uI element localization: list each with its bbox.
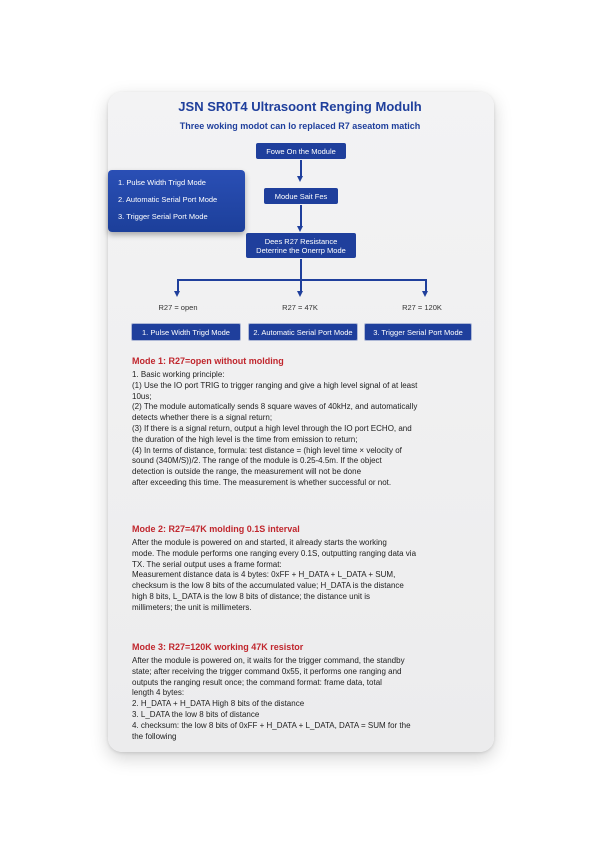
- page-subtitle: Three woking modot can lo replaced R7 aseatom matich: [179, 121, 421, 131]
- section-3-line: 3. L_DATA the low 8 bits of distance: [132, 709, 260, 719]
- overlay-item-3: 3. Trigger Serial Port Mode: [118, 212, 208, 221]
- section-2-line: After the module is powered on and started, it already starts the working: [132, 538, 387, 547]
- flow-step-power-on: Fowe On the Module: [256, 143, 346, 159]
- section-3-line: 4. checksum: the low 8 bits of 0xFF + H_DATA + L_DATA, DATA = SUM for the: [132, 720, 411, 730]
- section-3-line: outputs the ranging result once; the command format: frame data, total: [132, 677, 382, 687]
- branch-label-47k: R27 = 47K: [282, 303, 318, 312]
- flow-arrowhead-2: [297, 226, 303, 232]
- flow-step-check-line2: Deterrine the Onerrp Mode: [256, 245, 346, 255]
- section-2-line: checksum is the low 8 bits of the accumulated value; H_DATA is the distance: [132, 581, 404, 591]
- branch-label-open: R27 = open: [158, 303, 198, 312]
- section-3-line: state; after receiving the trigger command 0x55, it performs one ranging and: [132, 666, 402, 676]
- section-1-line: 10us;: [132, 391, 152, 401]
- flow-branch-left-arrowhead: [174, 291, 180, 297]
- flow-step-check-resistance: [246, 233, 356, 258]
- section-2-line: Measurement distance data is 4 bytes: 0xFF + H_DATA + L_DATA + SUM,: [132, 570, 396, 580]
- section-1-line: (4) In terms of distance, formula: test distance = (high level time × velocity of: [132, 445, 402, 455]
- section-2-line: TX. The serial output uses a frame format:: [132, 559, 282, 569]
- section-3-line: After the module is powered on, it waits for the trigger command, the standby: [132, 656, 405, 665]
- section-1-line: the duration of the high level is the time from emission to return;: [132, 434, 358, 444]
- section-3-line: the following: [132, 731, 177, 741]
- branch-label-120k: R27 = 120K: [402, 303, 442, 312]
- page-title: JSN SR0T4 Ultrasoont Renging Modulh: [178, 99, 422, 114]
- section-1-body: [132, 370, 467, 489]
- section-3-line: 2. H_DATA + H_DATA High 8 bits of the distance: [132, 699, 305, 709]
- flow-branch-bar: [177, 279, 426, 281]
- flow-arrow-2: [300, 205, 302, 228]
- section-2-line: mode. The module performs one ranging every 0.1S, outputting ranging data via: [132, 548, 417, 558]
- section-2-line: millimeters; the unit is millimeters.: [132, 602, 252, 612]
- section-1-line: (3) If there is a signal return, output a high level through the IO port ECHO, and: [132, 423, 412, 433]
- mode-overlay-panel: [108, 170, 245, 232]
- flow-step-module-start: Modue Sait Fes: [264, 188, 338, 204]
- section-1-line: sound (340M/S))/2. The range of the module is 0.25-4.5m. If the object: [132, 456, 382, 466]
- section-1-line: (1) Use the IO port TRIG to trigger ranging and give a high level signal of at least: [132, 380, 418, 390]
- section-1-line: after exceeding this time. The measurement is whether successful or not.: [132, 477, 392, 487]
- mode-box-3: 3. Trigger Serial Port Mode: [365, 324, 471, 340]
- section-2-heading: Mode 2: R27=47K molding 0.1S interval: [132, 524, 300, 534]
- section-1-heading: Mode 1: R27=open without molding: [132, 356, 284, 366]
- section-3-heading: Mode 3: R27=120K working 47K resistor: [132, 642, 304, 652]
- section-2-line: high 8 bits, L_DATA is the low 8 bits of distance; the distance unit is: [132, 591, 371, 601]
- section-1-line: 1. Basic working principle:: [132, 370, 225, 379]
- section-3-body: [132, 656, 467, 742]
- section-1-line: detection is outside the range, the measurement will not be done: [132, 467, 362, 477]
- flow-step-check-line1: Dees R27 Resistance: [264, 236, 338, 246]
- mode-box-1: 1. Pulse Width Trigd Mode: [132, 324, 240, 340]
- section-1-line: detects whether there is a signal return;: [132, 413, 273, 423]
- flow-connector-down: [300, 259, 302, 279]
- flow-branch-mid-arrowhead: [297, 291, 303, 297]
- mode-box-2: 2. Automatic Serial Port Mode: [249, 324, 357, 340]
- section-1-line: (2) The module automatically sends 8 square waves of 40kHz, and automatically: [132, 402, 418, 412]
- flow-branch-right-arrowhead: [422, 291, 428, 297]
- overlay-item-2: 2. Automatic Serial Port Mode: [118, 195, 218, 204]
- section-2-body: [132, 538, 467, 614]
- flow-arrowhead-1: [297, 176, 303, 182]
- section-3-line: length 4 bytes:: [132, 688, 185, 698]
- overlay-item-1: 1. Pulse Width Trigd Mode: [118, 178, 206, 187]
